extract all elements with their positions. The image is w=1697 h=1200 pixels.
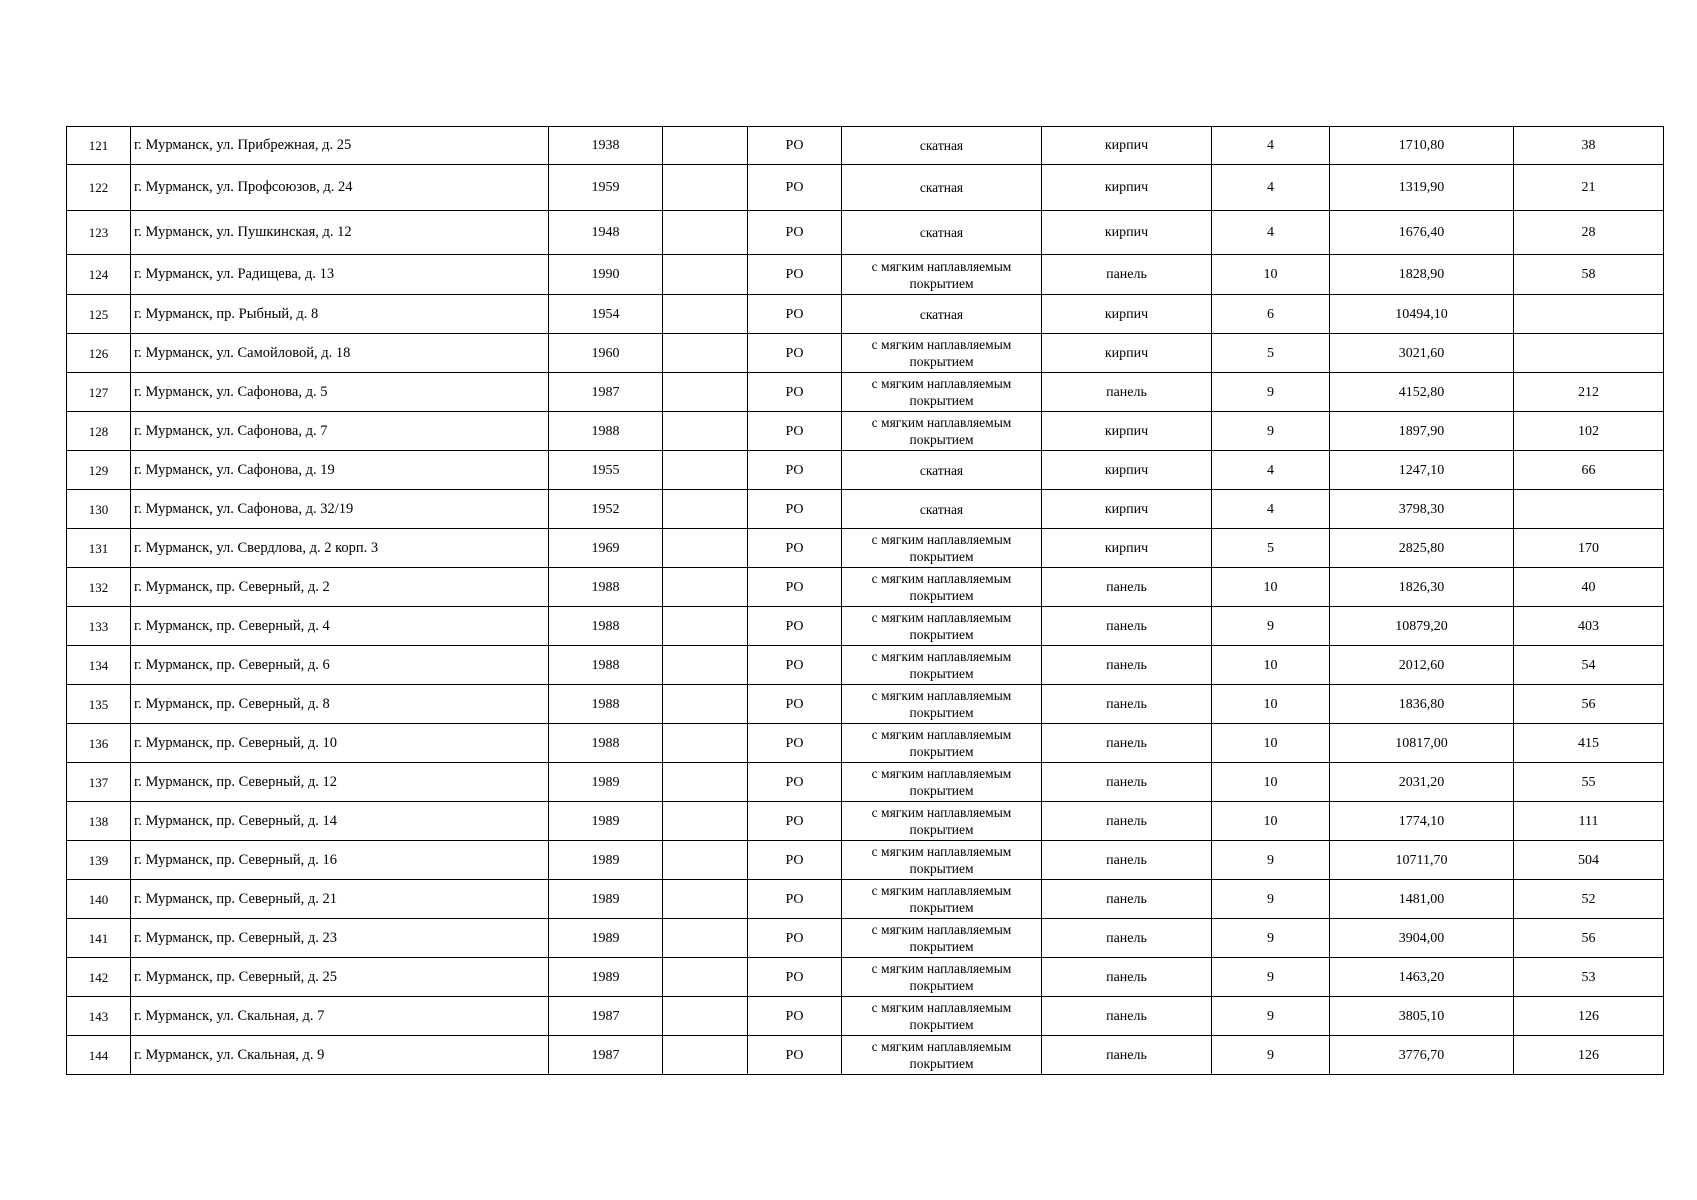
cell-floors: 9 bbox=[1212, 997, 1330, 1036]
cell-roof: с мягким наплавляемым покрытием bbox=[842, 919, 1042, 958]
cell-year: 1989 bbox=[549, 919, 663, 958]
cell-address: г. Мурманск, пр. Северный, д. 12 bbox=[131, 763, 549, 802]
cell-area: 1836,80 bbox=[1330, 685, 1514, 724]
cell-roof: с мягким наплавляемым покрытием bbox=[842, 646, 1042, 685]
cell-floors: 4 bbox=[1212, 490, 1330, 529]
cell-number: 144 bbox=[67, 1036, 131, 1075]
cell-empty bbox=[663, 334, 748, 373]
table-row bbox=[67, 802, 1664, 841]
cell-empty bbox=[663, 919, 748, 958]
cell-type: РО bbox=[748, 490, 842, 529]
cell-empty bbox=[663, 412, 748, 451]
cell-year: 1987 bbox=[549, 997, 663, 1036]
cell-floors: 10 bbox=[1212, 802, 1330, 841]
cell-address: г. Мурманск, ул. Сафонова, д. 5 bbox=[131, 373, 549, 412]
table-row bbox=[67, 997, 1664, 1036]
cell-year: 1989 bbox=[549, 802, 663, 841]
cell-walls: панель bbox=[1042, 685, 1212, 724]
cell-year: 1989 bbox=[549, 880, 663, 919]
cell-walls: панель bbox=[1042, 958, 1212, 997]
cell-address: г. Мурманск, пр. Рыбный, д. 8 bbox=[131, 295, 549, 334]
cell-floors: 6 bbox=[1212, 295, 1330, 334]
cell-walls: кирпич bbox=[1042, 165, 1212, 211]
cell-type: РО bbox=[748, 127, 842, 165]
cell-number: 133 bbox=[67, 607, 131, 646]
cell-roof: скатная bbox=[842, 211, 1042, 255]
cell-year: 1938 bbox=[549, 127, 663, 165]
cell-address: г. Мурманск, ул. Сафонова, д. 19 bbox=[131, 451, 549, 490]
cell-year: 1989 bbox=[549, 841, 663, 880]
table-row bbox=[67, 529, 1664, 568]
cell-roof: с мягким наплавляемым покрытием bbox=[842, 373, 1042, 412]
cell-empty bbox=[663, 127, 748, 165]
cell-count: 66 bbox=[1514, 451, 1664, 490]
cell-address: г. Мурманск, ул. Радищева, д. 13 bbox=[131, 255, 549, 295]
cell-number: 126 bbox=[67, 334, 131, 373]
cell-number: 137 bbox=[67, 763, 131, 802]
table-row bbox=[67, 451, 1664, 490]
cell-empty bbox=[663, 255, 748, 295]
table-row bbox=[67, 841, 1664, 880]
cell-address: г. Мурманск, пр. Северный, д. 10 bbox=[131, 724, 549, 763]
cell-area: 1826,30 bbox=[1330, 568, 1514, 607]
cell-type: РО bbox=[748, 412, 842, 451]
cell-number: 132 bbox=[67, 568, 131, 607]
cell-number: 136 bbox=[67, 724, 131, 763]
cell-number: 140 bbox=[67, 880, 131, 919]
cell-floors: 10 bbox=[1212, 568, 1330, 607]
cell-count: 56 bbox=[1514, 685, 1664, 724]
cell-area: 4152,80 bbox=[1330, 373, 1514, 412]
cell-address: г. Мурманск, ул. Прибрежная, д. 25 bbox=[131, 127, 549, 165]
cell-walls: панель bbox=[1042, 607, 1212, 646]
table-row bbox=[67, 295, 1664, 334]
cell-floors: 9 bbox=[1212, 958, 1330, 997]
cell-walls: панель bbox=[1042, 841, 1212, 880]
cell-count: 55 bbox=[1514, 763, 1664, 802]
cell-address: г. Мурманск, пр. Северный, д. 21 bbox=[131, 880, 549, 919]
cell-floors: 5 bbox=[1212, 529, 1330, 568]
cell-address: г. Мурманск, ул. Скальная, д. 7 bbox=[131, 997, 549, 1036]
cell-address: г. Мурманск, пр. Северный, д. 8 bbox=[131, 685, 549, 724]
cell-walls: панель bbox=[1042, 255, 1212, 295]
cell-number: 141 bbox=[67, 919, 131, 958]
cell-address: г. Мурманск, пр. Северный, д. 14 bbox=[131, 802, 549, 841]
table-body bbox=[67, 127, 1664, 1075]
cell-year: 1988 bbox=[549, 685, 663, 724]
cell-year: 1952 bbox=[549, 490, 663, 529]
cell-empty bbox=[663, 295, 748, 334]
cell-number: 134 bbox=[67, 646, 131, 685]
cell-address: г. Мурманск, ул. Сафонова, д. 7 bbox=[131, 412, 549, 451]
table-row bbox=[67, 490, 1664, 529]
cell-floors: 9 bbox=[1212, 412, 1330, 451]
cell-count: 170 bbox=[1514, 529, 1664, 568]
table-row bbox=[67, 607, 1664, 646]
cell-address: г. Мурманск, пр. Северный, д. 2 bbox=[131, 568, 549, 607]
cell-empty bbox=[663, 1036, 748, 1075]
cell-empty bbox=[663, 958, 748, 997]
cell-type: РО bbox=[748, 607, 842, 646]
cell-address: г. Мурманск, пр. Северный, д. 6 bbox=[131, 646, 549, 685]
cell-number: 127 bbox=[67, 373, 131, 412]
cell-number: 143 bbox=[67, 997, 131, 1036]
cell-area: 1828,90 bbox=[1330, 255, 1514, 295]
cell-walls: кирпич bbox=[1042, 490, 1212, 529]
cell-floors: 4 bbox=[1212, 211, 1330, 255]
table-row bbox=[67, 919, 1664, 958]
cell-count: 28 bbox=[1514, 211, 1664, 255]
cell-walls: панель bbox=[1042, 1036, 1212, 1075]
cell-year: 1988 bbox=[549, 568, 663, 607]
cell-count: 504 bbox=[1514, 841, 1664, 880]
cell-count bbox=[1514, 334, 1664, 373]
cell-count: 40 bbox=[1514, 568, 1664, 607]
cell-area: 10879,20 bbox=[1330, 607, 1514, 646]
cell-floors: 4 bbox=[1212, 451, 1330, 490]
cell-area: 1774,10 bbox=[1330, 802, 1514, 841]
cell-count: 58 bbox=[1514, 255, 1664, 295]
cell-number: 124 bbox=[67, 255, 131, 295]
cell-area: 2012,60 bbox=[1330, 646, 1514, 685]
cell-floors: 9 bbox=[1212, 607, 1330, 646]
cell-empty bbox=[663, 568, 748, 607]
table-row bbox=[67, 646, 1664, 685]
cell-roof: с мягким наплавляемым покрытием bbox=[842, 763, 1042, 802]
table-row bbox=[67, 255, 1664, 295]
cell-number: 125 bbox=[67, 295, 131, 334]
cell-area: 1710,80 bbox=[1330, 127, 1514, 165]
cell-empty bbox=[663, 490, 748, 529]
table-row bbox=[67, 373, 1664, 412]
cell-floors: 10 bbox=[1212, 646, 1330, 685]
table-row bbox=[67, 412, 1664, 451]
cell-type: РО bbox=[748, 841, 842, 880]
cell-roof: с мягким наплавляемым покрытием bbox=[842, 607, 1042, 646]
cell-walls: кирпич bbox=[1042, 211, 1212, 255]
cell-walls: кирпич bbox=[1042, 127, 1212, 165]
cell-empty bbox=[663, 841, 748, 880]
cell-address: г. Мурманск, пр. Северный, д. 23 bbox=[131, 919, 549, 958]
cell-walls: панель bbox=[1042, 373, 1212, 412]
cell-count: 415 bbox=[1514, 724, 1664, 763]
cell-area: 3021,60 bbox=[1330, 334, 1514, 373]
cell-year: 1988 bbox=[549, 646, 663, 685]
cell-floors: 4 bbox=[1212, 165, 1330, 211]
cell-floors: 9 bbox=[1212, 880, 1330, 919]
cell-roof: скатная bbox=[842, 451, 1042, 490]
cell-roof: скатная bbox=[842, 127, 1042, 165]
cell-year: 1954 bbox=[549, 295, 663, 334]
cell-year: 1988 bbox=[549, 412, 663, 451]
cell-type: РО bbox=[748, 211, 842, 255]
table-row bbox=[67, 880, 1664, 919]
cell-type: РО bbox=[748, 373, 842, 412]
cell-area: 1463,20 bbox=[1330, 958, 1514, 997]
cell-count: 403 bbox=[1514, 607, 1664, 646]
cell-empty bbox=[663, 451, 748, 490]
cell-count: 212 bbox=[1514, 373, 1664, 412]
cell-number: 121 bbox=[67, 127, 131, 165]
cell-year: 1989 bbox=[549, 958, 663, 997]
cell-roof: с мягким наплавляемым покрытием bbox=[842, 802, 1042, 841]
table-row bbox=[67, 958, 1664, 997]
cell-empty bbox=[663, 529, 748, 568]
cell-address: г. Мурманск, пр. Северный, д. 25 bbox=[131, 958, 549, 997]
cell-empty bbox=[663, 373, 748, 412]
cell-type: РО bbox=[748, 255, 842, 295]
table-row bbox=[67, 1036, 1664, 1075]
cell-empty bbox=[663, 763, 748, 802]
cell-year: 1987 bbox=[549, 1036, 663, 1075]
cell-roof: скатная bbox=[842, 295, 1042, 334]
cell-type: РО bbox=[748, 997, 842, 1036]
cell-type: РО bbox=[748, 334, 842, 373]
cell-type: РО bbox=[748, 880, 842, 919]
cell-number: 122 bbox=[67, 165, 131, 211]
cell-area: 1247,10 bbox=[1330, 451, 1514, 490]
cell-count: 21 bbox=[1514, 165, 1664, 211]
cell-roof: с мягким наплавляемым покрытием bbox=[842, 685, 1042, 724]
cell-number: 142 bbox=[67, 958, 131, 997]
cell-roof: с мягким наплавляемым покрытием bbox=[842, 529, 1042, 568]
cell-roof: с мягким наплавляемым покрытием bbox=[842, 724, 1042, 763]
cell-walls: кирпич bbox=[1042, 295, 1212, 334]
cell-type: РО bbox=[748, 802, 842, 841]
cell-walls: панель bbox=[1042, 997, 1212, 1036]
cell-area: 1481,00 bbox=[1330, 880, 1514, 919]
cell-type: РО bbox=[748, 958, 842, 997]
cell-floors: 9 bbox=[1212, 919, 1330, 958]
cell-type: РО bbox=[748, 646, 842, 685]
cell-roof: скатная bbox=[842, 165, 1042, 211]
cell-walls: кирпич bbox=[1042, 451, 1212, 490]
table-row bbox=[67, 127, 1664, 165]
cell-empty bbox=[663, 607, 748, 646]
cell-walls: кирпич bbox=[1042, 334, 1212, 373]
cell-floors: 4 bbox=[1212, 127, 1330, 165]
housing-table bbox=[66, 126, 1664, 1075]
cell-address: г. Мурманск, ул. Свердлова, д. 2 корп. 3 bbox=[131, 529, 549, 568]
cell-year: 1948 bbox=[549, 211, 663, 255]
cell-floors: 10 bbox=[1212, 724, 1330, 763]
cell-address: г. Мурманск, ул. Скальная, д. 9 bbox=[131, 1036, 549, 1075]
cell-number: 130 bbox=[67, 490, 131, 529]
cell-number: 128 bbox=[67, 412, 131, 451]
cell-roof: скатная bbox=[842, 490, 1042, 529]
cell-year: 1990 bbox=[549, 255, 663, 295]
cell-area: 3904,00 bbox=[1330, 919, 1514, 958]
cell-count: 54 bbox=[1514, 646, 1664, 685]
cell-walls: панель bbox=[1042, 724, 1212, 763]
cell-walls: кирпич bbox=[1042, 412, 1212, 451]
cell-count: 111 bbox=[1514, 802, 1664, 841]
cell-empty bbox=[663, 997, 748, 1036]
cell-type: РО bbox=[748, 568, 842, 607]
cell-empty bbox=[663, 211, 748, 255]
table-row bbox=[67, 763, 1664, 802]
cell-area: 3805,10 bbox=[1330, 997, 1514, 1036]
cell-type: РО bbox=[748, 295, 842, 334]
cell-area: 10817,00 bbox=[1330, 724, 1514, 763]
cell-type: РО bbox=[748, 529, 842, 568]
cell-area: 3798,30 bbox=[1330, 490, 1514, 529]
table-row bbox=[67, 724, 1664, 763]
cell-empty bbox=[663, 165, 748, 211]
cell-area: 2031,20 bbox=[1330, 763, 1514, 802]
cell-walls: панель bbox=[1042, 568, 1212, 607]
cell-type: РО bbox=[748, 1036, 842, 1075]
cell-area: 1897,90 bbox=[1330, 412, 1514, 451]
cell-year: 1955 bbox=[549, 451, 663, 490]
cell-empty bbox=[663, 880, 748, 919]
cell-empty bbox=[663, 724, 748, 763]
cell-roof: с мягким наплавляемым покрытием bbox=[842, 255, 1042, 295]
cell-year: 1988 bbox=[549, 607, 663, 646]
cell-count: 56 bbox=[1514, 919, 1664, 958]
cell-roof: с мягким наплавляемым покрытием bbox=[842, 334, 1042, 373]
cell-walls: панель bbox=[1042, 919, 1212, 958]
cell-area: 10494,10 bbox=[1330, 295, 1514, 334]
cell-floors: 9 bbox=[1212, 841, 1330, 880]
cell-area: 2825,80 bbox=[1330, 529, 1514, 568]
cell-area: 1676,40 bbox=[1330, 211, 1514, 255]
cell-walls: панель bbox=[1042, 646, 1212, 685]
cell-address: г. Мурманск, ул. Пушкинская, д. 12 bbox=[131, 211, 549, 255]
cell-roof: с мягким наплавляемым покрытием bbox=[842, 841, 1042, 880]
cell-type: РО bbox=[748, 724, 842, 763]
cell-count: 126 bbox=[1514, 997, 1664, 1036]
cell-count: 53 bbox=[1514, 958, 1664, 997]
cell-empty bbox=[663, 685, 748, 724]
cell-floors: 9 bbox=[1212, 373, 1330, 412]
table-row bbox=[67, 211, 1664, 255]
table-row bbox=[67, 334, 1664, 373]
cell-number: 139 bbox=[67, 841, 131, 880]
cell-count: 38 bbox=[1514, 127, 1664, 165]
cell-year: 1987 bbox=[549, 373, 663, 412]
cell-number: 131 bbox=[67, 529, 131, 568]
cell-type: РО bbox=[748, 685, 842, 724]
cell-floors: 10 bbox=[1212, 763, 1330, 802]
cell-number: 123 bbox=[67, 211, 131, 255]
cell-count: 52 bbox=[1514, 880, 1664, 919]
cell-year: 1989 bbox=[549, 763, 663, 802]
cell-address: г. Мурманск, пр. Северный, д. 4 bbox=[131, 607, 549, 646]
table-row bbox=[67, 568, 1664, 607]
cell-year: 1960 bbox=[549, 334, 663, 373]
cell-walls: кирпич bbox=[1042, 529, 1212, 568]
table-row bbox=[67, 685, 1664, 724]
cell-address: г. Мурманск, ул. Самойловой, д. 18 bbox=[131, 334, 549, 373]
cell-address: г. Мурманск, пр. Северный, д. 16 bbox=[131, 841, 549, 880]
cell-roof: с мягким наплавляемым покрытием bbox=[842, 1036, 1042, 1075]
cell-walls: панель bbox=[1042, 802, 1212, 841]
cell-year: 1988 bbox=[549, 724, 663, 763]
cell-type: РО bbox=[748, 919, 842, 958]
cell-roof: с мягким наплавляемым покрытием bbox=[842, 412, 1042, 451]
cell-type: РО bbox=[748, 451, 842, 490]
cell-roof: с мягким наплавляемым покрытием bbox=[842, 958, 1042, 997]
cell-count: 102 bbox=[1514, 412, 1664, 451]
cell-number: 129 bbox=[67, 451, 131, 490]
cell-area: 10711,70 bbox=[1330, 841, 1514, 880]
cell-floors: 10 bbox=[1212, 685, 1330, 724]
cell-roof: с мягким наплавляемым покрытием bbox=[842, 997, 1042, 1036]
cell-floors: 5 bbox=[1212, 334, 1330, 373]
cell-number: 135 bbox=[67, 685, 131, 724]
cell-year: 1969 bbox=[549, 529, 663, 568]
cell-roof: с мягким наплавляемым покрытием bbox=[842, 880, 1042, 919]
cell-address: г. Мурманск, ул. Сафонова, д. 32/19 bbox=[131, 490, 549, 529]
cell-empty bbox=[663, 646, 748, 685]
cell-year: 1959 bbox=[549, 165, 663, 211]
cell-roof: с мягким наплавляемым покрытием bbox=[842, 568, 1042, 607]
cell-floors: 9 bbox=[1212, 1036, 1330, 1075]
cell-count bbox=[1514, 490, 1664, 529]
cell-walls: панель bbox=[1042, 880, 1212, 919]
cell-type: РО bbox=[748, 763, 842, 802]
cell-area: 3776,70 bbox=[1330, 1036, 1514, 1075]
cell-number: 138 bbox=[67, 802, 131, 841]
cell-walls: панель bbox=[1042, 763, 1212, 802]
cell-floors: 10 bbox=[1212, 255, 1330, 295]
cell-address: г. Мурманск, ул. Профсоюзов, д. 24 bbox=[131, 165, 549, 211]
cell-count bbox=[1514, 295, 1664, 334]
cell-area: 1319,90 bbox=[1330, 165, 1514, 211]
cell-empty bbox=[663, 802, 748, 841]
table-row bbox=[67, 165, 1664, 211]
cell-count: 126 bbox=[1514, 1036, 1664, 1075]
cell-type: РО bbox=[748, 165, 842, 211]
